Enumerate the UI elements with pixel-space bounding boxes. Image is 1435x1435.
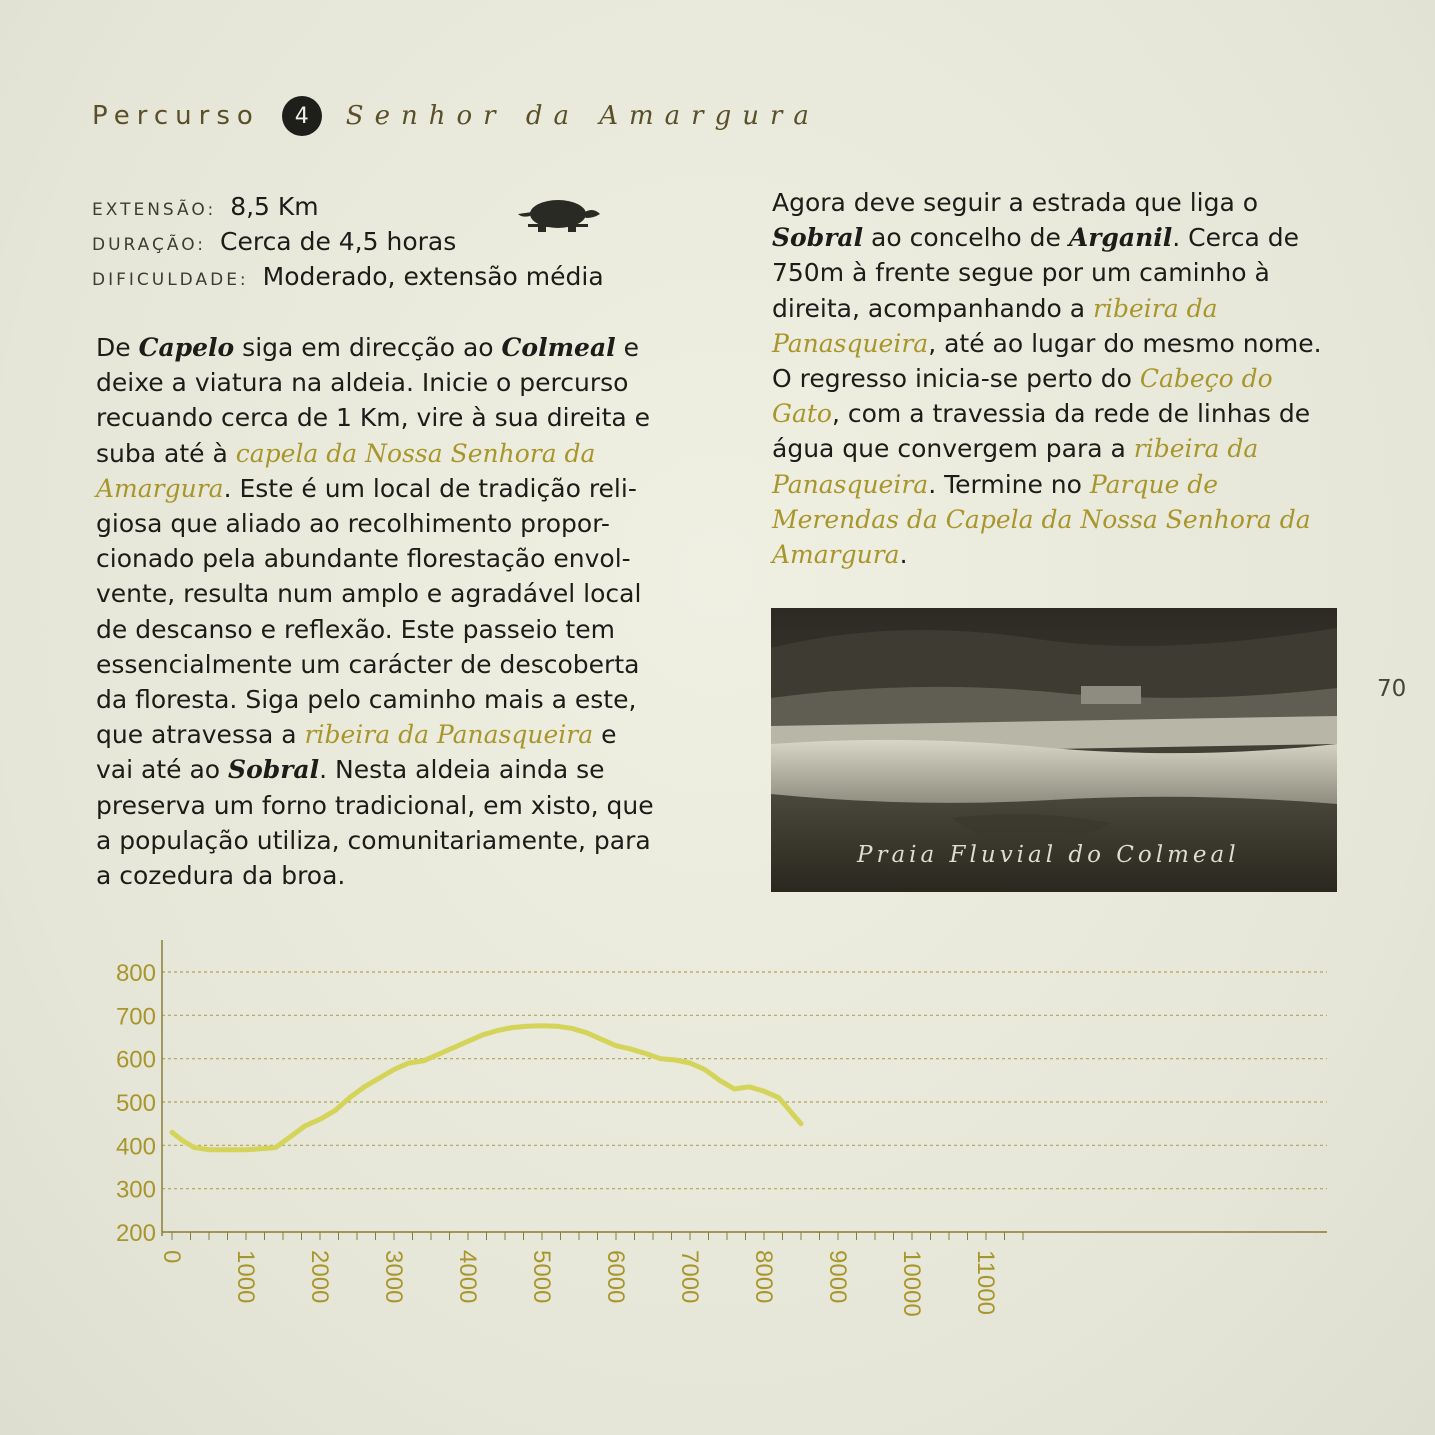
text-run: e deixe a viatura na aldeia. Inicie o percurso recuando cerca de 1 Km, vire à sua direita e suba até à [96,333,651,468]
text-run: . Este é um local de tradição reli-giosa que aliado ao recolhimento propor-cionado pela abundante florestação envol-vente, resulta num amplo e agradável local de descanso e reflexão. Este passeio tem essencialmente um carácter de descoberta da floresta. Siga pelo caminho mais a este, que atravessa a [96,473,642,750]
y-tick-label: 700 [115,1003,156,1031]
text-run: De [96,333,139,362]
y-tick-label: 200 [115,1220,156,1247]
place-capelo: Capelo [138,333,235,362]
duration-value: Cerca de 4,5 horas [220,227,457,256]
text-run: . Nesta aldeia ainda se preserva um forno tradicional, em xisto, que a população utiliza, comunitariamente, para a cozedura da broa. [96,755,654,891]
stat-difficulty [92,262,604,297]
x-tick-label: 5000 [528,1250,555,1304]
left-column-text [96,330,656,893]
x-tick-label: 3000 [380,1250,407,1304]
x-tick-label: 8000 [750,1250,777,1304]
place-sobral: Sobral [772,223,864,253]
highlight-ribeira: ribeira da Panasqueira [772,434,1259,499]
turtle-icon [516,194,602,236]
highlight-cabeco: Cabeço do Gato [772,364,1273,429]
place-colmeal: Colmeal [501,333,616,362]
text-run: siga em direcção ao [234,333,502,362]
route-title: Senhor da Amargura [345,101,820,131]
y-tick-label: 800 [115,960,156,987]
x-tick-label: 11000 [972,1250,999,1315]
duration-label: DURAÇÃO: [92,235,206,255]
y-tick-label: 500 [115,1090,156,1117]
text-run: . Termine no [928,469,1090,499]
highlight-ribeira: ribeira da Panasqueira [772,293,1218,358]
place-sobral: Sobral [228,755,320,785]
route-header [92,92,820,140]
x-tick-label: 1000 [232,1250,259,1304]
river-photo [771,608,1337,892]
y-tick-label: 400 [115,1133,156,1161]
y-tick-label: 600 [115,1046,156,1074]
x-tick-label: 9000 [824,1250,851,1304]
place-arganil: Arganil [1068,223,1173,253]
text-run: . Cerca de 750m à frente segue por um caminho à direita, acompanhando a [772,223,1299,323]
x-tick-label: 0 [158,1250,185,1264]
x-tick-label: 7000 [676,1250,703,1304]
x-tick-label: 4000 [454,1250,481,1304]
chart-series [172,1026,801,1150]
text-run: . [899,540,908,570]
section-word: Percurso [92,101,260,131]
extension-value: 8,5 Km [230,192,319,221]
photo-caption: Praia Fluvial do Colmeal [857,842,1240,868]
chart-grid [162,972,1327,1232]
altitude-profile-line [172,1026,801,1150]
elevation-profile-chart [90,940,1350,1340]
text-run: ao concelho de [863,223,1069,253]
y-tick-label: 300 [115,1176,156,1204]
x-tick-label: 2000 [306,1250,333,1304]
x-tick-label: 6000 [602,1250,629,1304]
right-column-text [772,185,1337,572]
text-run: e vai até ao [96,720,617,785]
highlight-capela: capela da Nossa Senhora da Amargura [96,438,596,503]
x-tick-label: 10000 [898,1250,925,1317]
page-number: 70 [1377,676,1407,702]
highlight-parque: Parque de Merendas da Capela da Nossa Senhora da Amargura [772,469,1311,570]
text-run: , até ao lugar do mesmo nome. O regresso inicia-se perto do [772,328,1322,394]
difficulty-label: DIFICULDADE: [92,270,249,290]
extension-label: EXTENSÃO: [92,200,217,220]
highlight-ribeira: ribeira da Panasqueira [304,720,594,750]
text-run: Agora deve seguir a estrada que liga o [772,188,1259,217]
difficulty-value: Moderado, extensão média [262,262,604,291]
route-number-badge: 4 [282,96,322,136]
text-run: , com a travessia da rede de linhas de água que convergem para a [772,399,1311,464]
